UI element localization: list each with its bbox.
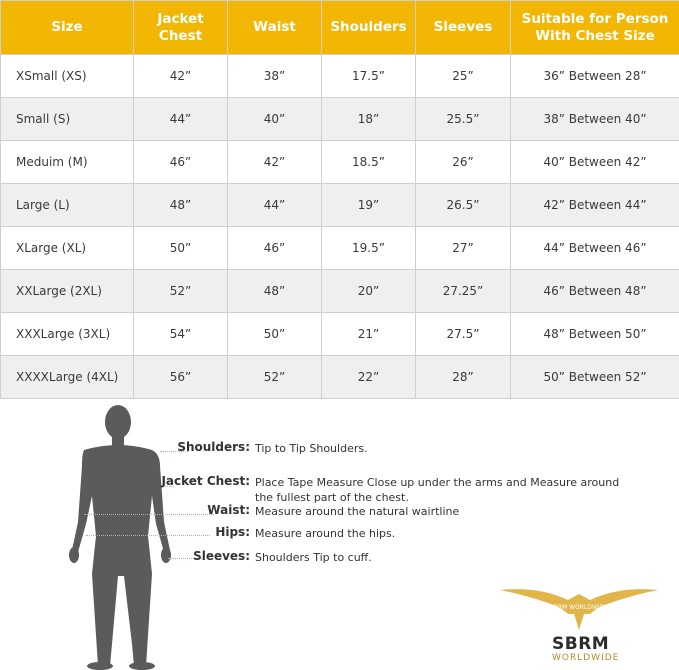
cell-sleeves: 27.5”	[416, 313, 511, 356]
table-row	[1, 270, 679, 313]
cell-jacket-chest: 44”	[134, 98, 228, 141]
cell-size: XXXXLarge (4XL)	[1, 356, 134, 399]
cell-waist: 52”	[228, 356, 322, 399]
cell-shoulders: 18.5”	[322, 141, 416, 184]
chest-label: Jacket Chest:	[130, 474, 250, 488]
cell-chest-size: 44” Between 46”	[511, 227, 679, 270]
cell-waist: 46”	[228, 227, 322, 270]
waist-label: Waist:	[130, 503, 250, 517]
cell-chest-size: 36” Between 28”	[511, 55, 679, 98]
cell-waist: 48”	[228, 270, 322, 313]
cell-jacket-chest: 54”	[134, 313, 228, 356]
cell-chest-size: 48” Between 50”	[511, 313, 679, 356]
cell-sleeves: 27.25”	[416, 270, 511, 313]
table-row	[1, 141, 679, 184]
cell-jacket-chest: 56”	[134, 356, 228, 399]
cell-sleeves: 28”	[416, 356, 511, 399]
cell-size: Large (L)	[1, 184, 134, 227]
cell-jacket-chest: 50”	[134, 227, 228, 270]
logo-sub: WORLDWIDE	[552, 653, 619, 663]
cell-shoulders: 21”	[322, 313, 416, 356]
cell-size: XXXLarge (3XL)	[1, 313, 134, 356]
header-jacket-chest: Jacket Chest	[134, 1, 228, 55]
hips-label: Hips:	[130, 525, 250, 539]
cell-chest-size: 42” Between 44”	[511, 184, 679, 227]
cell-size: XSmall (XS)	[1, 55, 134, 98]
cell-shoulders: 20”	[322, 270, 416, 313]
chest-desc: Place Tape Measure Close up under the arms and Measure around the fullest part of the chest.	[255, 475, 625, 505]
cell-waist: 42”	[228, 141, 322, 184]
sleeves-label: Sleeves:	[130, 549, 250, 563]
cell-sleeves: 27”	[416, 227, 511, 270]
shoulders-label: Shoulders:	[130, 440, 250, 454]
logo-arc-text: SBRM WORLDWIDE	[550, 604, 608, 611]
table-row	[1, 98, 679, 141]
table-row	[1, 55, 679, 98]
table-header-row	[1, 1, 679, 55]
cell-shoulders: 17.5”	[322, 55, 416, 98]
cell-jacket-chest: 42”	[134, 55, 228, 98]
header-chest-size: Suitable for Person With Chest Size	[511, 1, 679, 55]
cell-waist: 40”	[228, 98, 322, 141]
cell-sleeves: 26”	[416, 141, 511, 184]
header-shoulders: Shoulders	[322, 1, 416, 55]
cell-chest-size: 50” Between 52”	[511, 356, 679, 399]
cell-size: XXLarge (2XL)	[1, 270, 134, 313]
cell-jacket-chest: 48”	[134, 184, 228, 227]
cell-sleeves: 26.5”	[416, 184, 511, 227]
cell-waist: 50”	[228, 313, 322, 356]
header-waist: Waist	[228, 1, 322, 55]
shoulders-desc: Tip to Tip Shoulders.	[255, 441, 655, 456]
cell-shoulders: 22”	[322, 356, 416, 399]
table-row	[1, 356, 679, 399]
header-size: Size	[1, 1, 134, 55]
table-row	[1, 313, 679, 356]
cell-chest-size: 38” Between 40”	[511, 98, 679, 141]
cell-size: Meduim (M)	[1, 141, 134, 184]
cell-chest-size: 46” Between 48”	[511, 270, 679, 313]
cell-waist: 44”	[228, 184, 322, 227]
cell-size: XLarge (XL)	[1, 227, 134, 270]
cell-jacket-chest: 52”	[134, 270, 228, 313]
cell-jacket-chest: 46”	[134, 141, 228, 184]
sleeves-desc: Shoulders Tip to cuff.	[255, 550, 655, 565]
cell-shoulders: 19.5”	[322, 227, 416, 270]
cell-sleeves: 25.5”	[416, 98, 511, 141]
eagle-logo-icon	[498, 584, 660, 634]
cell-sleeves: 25”	[416, 55, 511, 98]
waist-desc: Measure around the natural wairtline	[255, 504, 655, 519]
logo-name: SBRM	[552, 634, 609, 654]
table-row	[1, 227, 679, 270]
hips-desc: Measure around the hips.	[255, 526, 655, 541]
header-sleeves: Sleeves	[416, 1, 511, 55]
table-row	[1, 184, 679, 227]
cell-waist: 38”	[228, 55, 322, 98]
cell-shoulders: 19”	[322, 184, 416, 227]
cell-size: Small (S)	[1, 98, 134, 141]
cell-shoulders: 18”	[322, 98, 416, 141]
cell-chest-size: 40” Between 42”	[511, 141, 679, 184]
